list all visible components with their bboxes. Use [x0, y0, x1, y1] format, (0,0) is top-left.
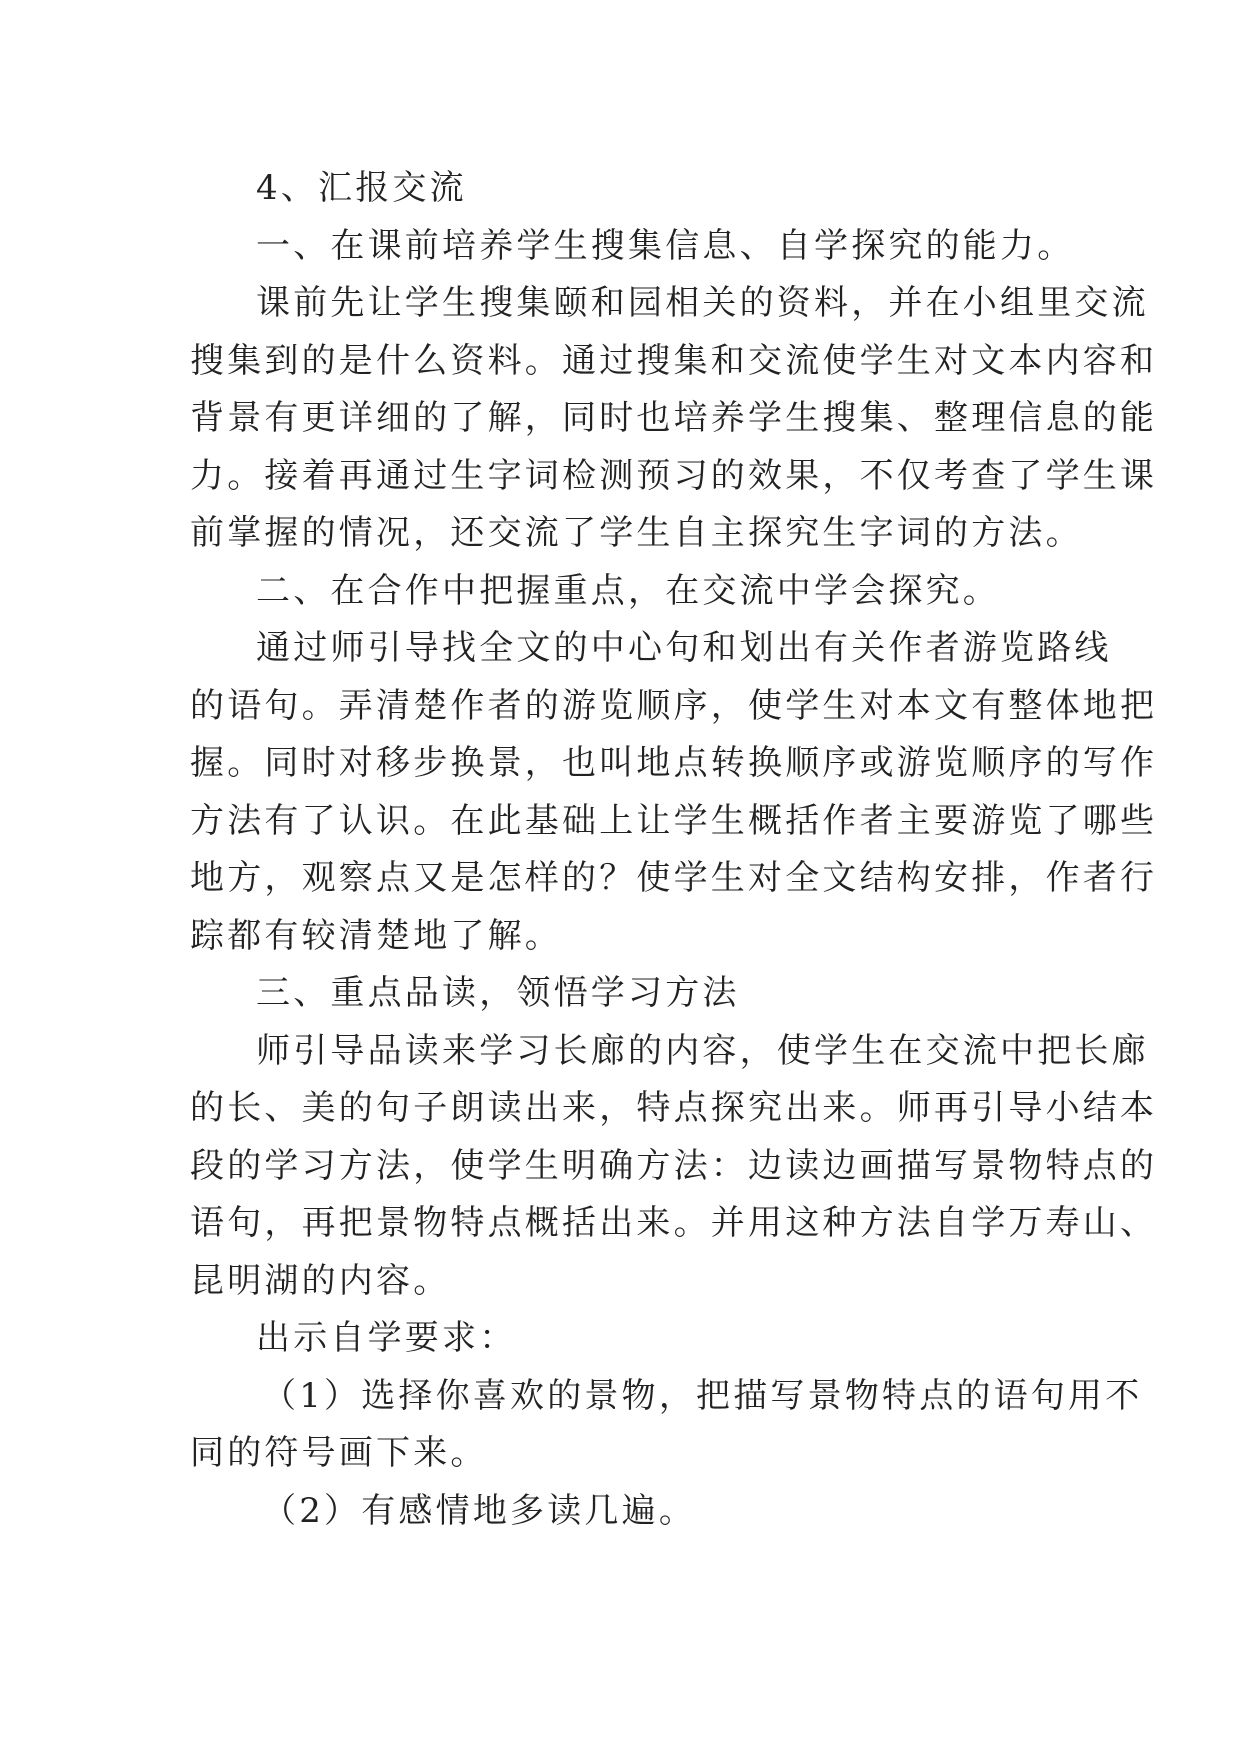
paragraph-line: 方法有了认识。在此基础上让学生概括作者主要游览了哪些 — [190, 800, 1158, 841]
paragraph-line: 的语句。弄清楚作者的游览顺序，使学生对本文有整体地把 — [190, 685, 1158, 726]
paragraph-line: 段的学习方法，使学生明确方法：边读边画描写景物特点的 — [190, 1145, 1158, 1186]
paragraph-line: 地方，观察点又是怎样的？使学生对全文结构安排，作者行 — [190, 858, 1158, 898]
paragraph-line: 力。接着再通过生字词检测预习的效果，不仅考查了学生课 — [190, 455, 1158, 496]
paragraph-line: 搜集到的是什么资料。通过搜集和交流使学生对文本内容和 — [190, 340, 1158, 381]
section-heading-3: 三、重点品读，领悟学习方法 — [256, 973, 740, 1013]
requirements-heading: 出示自学要求： — [256, 1318, 517, 1358]
heading-report-exchange: 4、汇报交流 — [256, 168, 467, 208]
paragraph-line: 师引导品读来学习长廊的内容，使学生在交流中把长廊 — [256, 1030, 1149, 1071]
requirement-item-2: （2）有感情地多读几遍。 — [262, 1490, 697, 1531]
paragraph-line: 语句，再把景物特点概括出来。并用这种方法自学万寿山、 — [190, 1203, 1158, 1243]
paragraph-line: 的长、美的句子朗读出来，特点探究出来。师再引导小结本 — [190, 1088, 1158, 1128]
section-heading-1: 一、在课前培养学生搜集信息、自学探究的能力。 — [256, 225, 1075, 266]
paragraph-line: 课前先让学生搜集颐和园相关的资料，并在小组里交流 — [256, 283, 1149, 323]
paragraph-line: 昆明湖的内容。 — [190, 1260, 451, 1301]
paragraph-line: 前掌握的情况，还交流了学生自主探究生字词的方法。 — [190, 513, 1083, 553]
paragraph-line: 背景有更详细的了解，同时也培养学生搜集、整理信息的能 — [190, 398, 1158, 438]
paragraph-line: 通过师引导找全文的中心句和划出有关作者游览路线 — [256, 628, 1112, 668]
paragraph-line: 踪都有较清楚地了解。 — [190, 915, 562, 956]
requirement-item-1: （1）选择你喜欢的景物，把描写景物特点的语句用不 — [262, 1375, 1143, 1416]
document-body — [190, 160, 1158, 1540]
requirement-item-1-continued: 同的符号画下来。 — [190, 1433, 488, 1473]
paragraph-line: 握。同时对移步换景，也叫地点转换顺序或游览顺序的写作 — [190, 743, 1158, 783]
section-heading-2: 二、在合作中把握重点，在交流中学会探究。 — [256, 570, 1000, 611]
